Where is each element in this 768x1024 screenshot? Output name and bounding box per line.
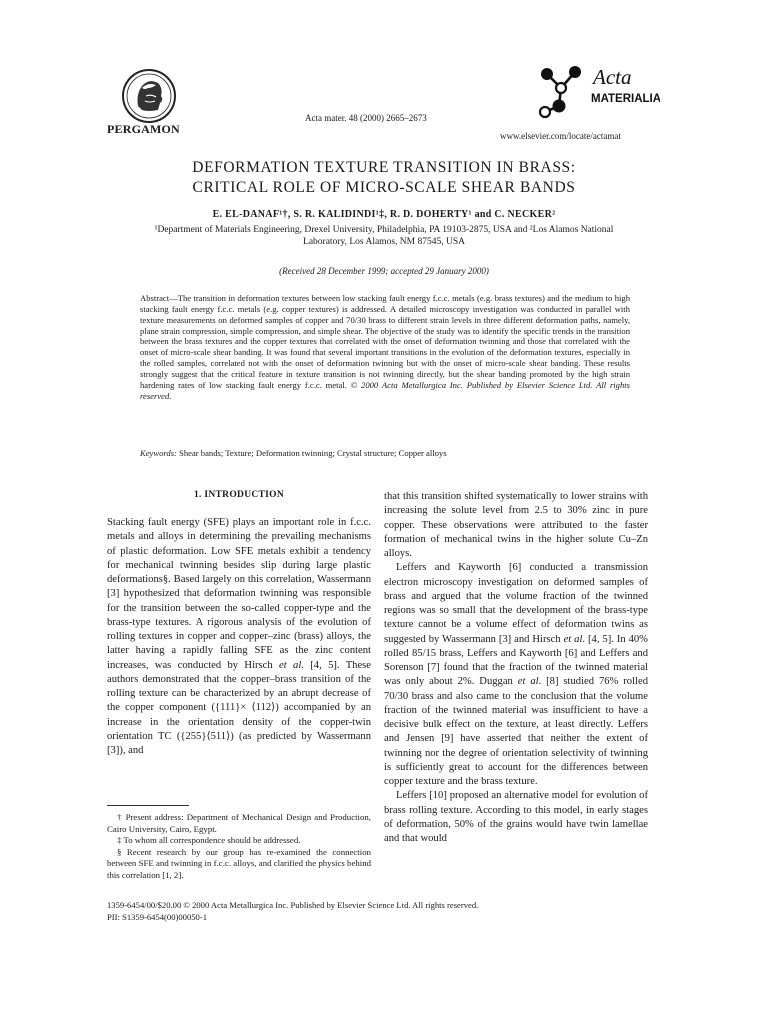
keywords bbox=[140, 448, 630, 458]
right-column bbox=[384, 490, 648, 846]
footer-copyright: 1359-6454/00/$20.00 © 2000 Acta Metallurgica Inc. Published by Elsevier Science Ltd. All rights reserved. bbox=[107, 900, 479, 910]
paper-title bbox=[0, 158, 768, 198]
text-run: Stacking fault energy (SFE) plays an important role in f.c.c. metals and alloys in determining the prevailing mechanisms of plastic deformation. Low SFE metals exhibit a tendency for mechanical twinning besides slip during large plastic deformations§. Based largely on this correlation, Wassermann [3] hypothesized that deformation twinning was responsible for the transition between the so-called copper-type and the brass-type textures. A rigorous analysis of the evolution of rolling textures in copper and copper–zinc (brass) alloys, the latter having a rapidly falling SFE as the zinc content increases, was conducted by Hirsch bbox=[107, 517, 371, 671]
text-run: Leffers and Kayworth [6] conducted a transmission electron microscopy investigation on deformed samples of brass and argued that the volume fraction of the twinned regions was so small that the development of the brass-type texture cannot be a volume effect of deformation twins as suggested by Wassermann [3] and Hirsch bbox=[384, 562, 648, 645]
section-heading: 1. INTRODUCTION bbox=[193, 490, 284, 500]
publisher-name: PERGAMON bbox=[107, 122, 180, 136]
footnotes bbox=[107, 812, 371, 882]
footnote-3: § Recent research by our group has re-examined the connection between SFE and twinning in f.c.c. alloys, and clarified the physics behind this correlation [1, 2]. bbox=[107, 846, 371, 880]
right-paragraph-2 bbox=[384, 561, 648, 789]
text-run-italic: et al bbox=[563, 633, 583, 645]
logo-text-materialia: MATERIALIA bbox=[591, 93, 660, 105]
text-run-italic: et al bbox=[517, 676, 539, 688]
intro-paragraph-1 bbox=[107, 516, 371, 758]
keywords-label: Keywords: bbox=[140, 448, 177, 458]
abstract-label: Abstract bbox=[140, 293, 170, 303]
keywords-text: Shear bands; Texture; Deformation twinning; Crystal structure; Copper alloys bbox=[176, 448, 447, 458]
journal-url[interactable]: www.elsevier.com/locate/actamat bbox=[500, 131, 621, 141]
acta-materialia-logo bbox=[535, 58, 660, 120]
left-column bbox=[107, 516, 371, 758]
footnote-2: ‡ To whom all correspondence should be addressed. bbox=[117, 835, 301, 846]
abstract bbox=[140, 293, 630, 401]
right-paragraph-1: that this transition shifted systematically to lower strains with increasing the solute level from 2.5 to 30% zinc in pure copper. These observations were attributed to the faster formation of mechanical twins in the higher solute Cu–Zn alloys. bbox=[384, 491, 648, 559]
right-paragraph-3: Leffers [10] proposed an alternative model for evolution of brass rolling texture. According to this model, in early stages of deformation, 50% of the grains would have twin lamellae and that would bbox=[384, 790, 648, 844]
footnote-1: † Present address: Department of Mechanical Design and Production, Cairo University, Cairo, Egypt. bbox=[107, 812, 371, 834]
affiliation: ¹Department of Materials Engineering, Drexel University, Philadelphia, PA 19103-2875, USA and ²Los Alamos National Laboratory, Los Alamos, NM 87545, USA bbox=[154, 225, 614, 247]
footer-pii: PII: S1359-6454(00)00050-1 bbox=[107, 912, 208, 922]
title-line-1: DEFORMATION TEXTURE TRANSITION IN BRASS: bbox=[192, 159, 576, 176]
text-run: . [8] studied 76% rolled 70/30 brass and also came to the conclusion that the volume fraction of the twinned material was insufficient to have a decisive bulk effect on the texture, at least directly. Leffers and Jensen [9] have asserted that neither the extent of twinning nor the degree of orientation selectivity of twinning is sufficiently great to account for the differences between copper texture and the brass texture. bbox=[384, 676, 648, 787]
abstract-copyright: © 2000 Acta Metallurgica Inc. Published by Elsevier Science Ltd. All rights reserved. bbox=[140, 379, 630, 401]
pergamon-logo bbox=[118, 66, 180, 126]
journal-reference: Acta mater. 48 (2000) 2665–2673 bbox=[305, 113, 427, 123]
text-run: . [4, 5]. These authors demonstrated that the copper–brass transition of the rolling texture can be characterized by an abrupt decrease of the copper component ({111}× ⟨112⟩) accompanied by an increase in the orientation density of the copper-twin orientation TC ({255}⟨511⟩) (as predicted by Wassermann [3]), and bbox=[107, 659, 371, 756]
footnote-divider bbox=[107, 805, 189, 806]
abstract-text: —The transition in deformation textures between low stacking fault energy f.c.c. metals (e.g. brass textures) and the medium to high stacking fault energy f.c.c. metals (e.g. copper textures) is addressed. A detailed microscopy investigation was conducted in parallel with texture measurements on deformed samples of copper and 70/30 brass to different strain levels in three different deformation paths, namely, plane strain compression, simple compression, and simple shear. The objective of the study was to identify the specific trends in the transition between the brass textures and the copper textures that correlated with the onset of deformation twinning and those that correlated with the onset of micro-scale shear banding. It was found that several important transitions in the evolution of the deformation textures, especially in the rolled samples, correlated not with the onset of deformation twinning but with the onset of micro-scale shear banding. These results strongly suggest that the critical feature in texture transition is not twinning directly, but the shear banding promoted by the high strain hardening rates of low stacking fault energy f.c.c. metal. bbox=[140, 293, 630, 390]
received-dates: (Received 28 December 1999; accepted 29 January 2000) bbox=[279, 266, 489, 276]
author-list: E. EL-DANAF¹†, S. R. KALIDINDI¹‡, R. D. DOHERTY¹ and C. NECKER² bbox=[212, 209, 556, 220]
logo-text-acta: Acta bbox=[593, 65, 632, 89]
text-run-italic: et al bbox=[279, 659, 302, 671]
title-line-2: CRITICAL ROLE OF MICRO-SCALE SHEAR BANDS bbox=[192, 179, 576, 196]
text-run: . [4, 5]. In 40% rolled 85/15 brass, Leffers and Kayworth [6] and Leffers and Sorenson [7] found that the fraction of the twinned material was only about 2%. Duggan bbox=[384, 633, 648, 688]
